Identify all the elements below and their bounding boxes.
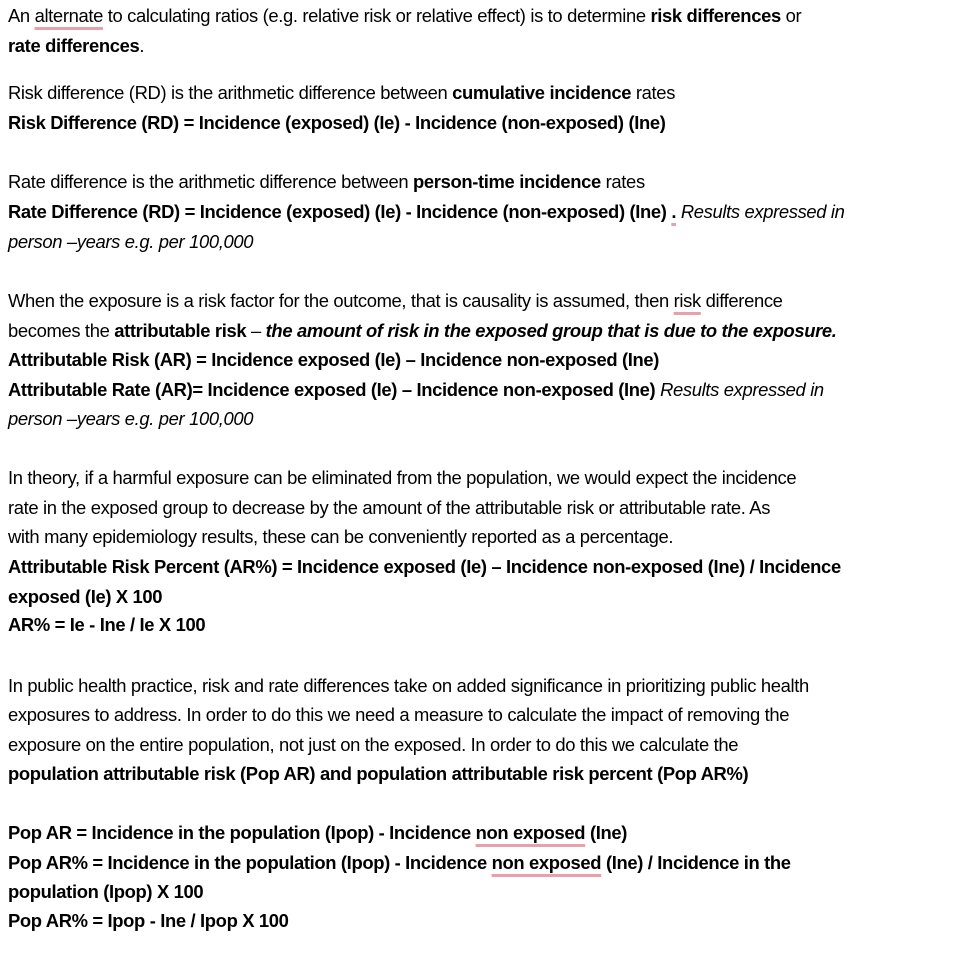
ar-percent-formula-line-1: Attributable Risk Percent (AR%) = Incidence exposed (Ie) – Incidence non-exposed (Ine) / Incidence — [8, 556, 841, 577]
spellcheck-word-risk: risk — [673, 290, 701, 311]
attributable-risk-formula: Attributable Risk (AR) = Incidence exposed (Ie) – Incidence non-exposed (Ine) — [8, 349, 660, 370]
theory-line-1: In theory, if a harmful exposure can be eliminated from the population, we would expect the incidence — [8, 467, 797, 488]
spellcheck-mark-period: . — [671, 201, 677, 222]
rate-difference-formula: Rate Difference (RD) = Incidence (exposed) (Ie) - Incidence (non-exposed) (Ine) . Results expressed in — [8, 201, 845, 222]
pop-ar-percent-formula-line-1: Pop AR% = Incidence in the population (Ipop) - Incidence non exposed (Ine) / Incidence in the — [8, 852, 791, 873]
theory-line-2: rate in the exposed group to decrease by the amount of the attributable risk or attributable rate. As — [8, 497, 771, 518]
public-health-line-2: exposures to address. In order to do this we need a measure to calculate the impact of removing the — [8, 704, 790, 725]
pop-ar-percent-formula-line-2: population (Ipop) X 100 — [8, 881, 204, 902]
pop-ar-formula: Pop AR = Incidence in the population (Ipop) - Incidence non exposed (Ine) — [8, 822, 628, 843]
risk-difference-definition: Risk difference (RD) is the arithmetic difference between cumulative incidence rates — [8, 82, 676, 103]
ar-percent-short-formula: AR% = Ie - Ine / Ie X 100 — [8, 614, 206, 635]
ar-percent-formula-line-2: exposed (Ie) X 100 — [8, 586, 163, 607]
attributable-rate-units: person –years e.g. per 100,000 — [8, 408, 254, 429]
theory-line-3: with many epidemiology results, these can be conveniently reported as a percentage. — [8, 526, 674, 547]
spellcheck-phrase-non-exposed-2: non exposed — [491, 852, 602, 873]
rate-difference-units: person –years e.g. per 100,000 — [8, 231, 254, 252]
spellcheck-word-alternate: alternate — [34, 5, 103, 26]
rate-difference-definition: Rate difference is the arithmetic difference between person-time incidence rates — [8, 171, 645, 192]
intro-line-1: An alternate to calculating ratios (e.g. relative risk or relative effect) is to determine risk differences or — [8, 5, 802, 26]
spellcheck-phrase-non-exposed: non exposed — [475, 822, 586, 843]
risk-difference-formula: Risk Difference (RD) = Incidence (exposed) (Ie) - Incidence (non-exposed) (Ine) — [8, 112, 666, 133]
attributable-intro-line-1: When the exposure is a risk factor for the outcome, that is causality is assumed, then risk difference — [8, 290, 783, 311]
public-health-line-4: population attributable risk (Pop AR) and population attributable risk percent (Pop AR%) — [8, 763, 749, 784]
attributable-intro-line-2: becomes the attributable risk – the amount of risk in the exposed group that is due to the exposure. — [8, 320, 837, 341]
attributable-rate-formula: Attributable Rate (AR)= Incidence exposed (Ie) – Incidence non-exposed (Ine) Results expressed in — [8, 379, 824, 400]
intro-line-2: rate differences. — [8, 35, 145, 56]
public-health-line-1: In public health practice, risk and rate differences take on added significance in prioritizing public health — [8, 675, 809, 696]
pop-ar-percent-short-formula: Pop AR% = Ipop - Ine / Ipop X 100 — [8, 910, 289, 931]
public-health-line-3: exposure on the entire population, not just on the exposed. In order to do this we calculate the — [8, 734, 739, 755]
